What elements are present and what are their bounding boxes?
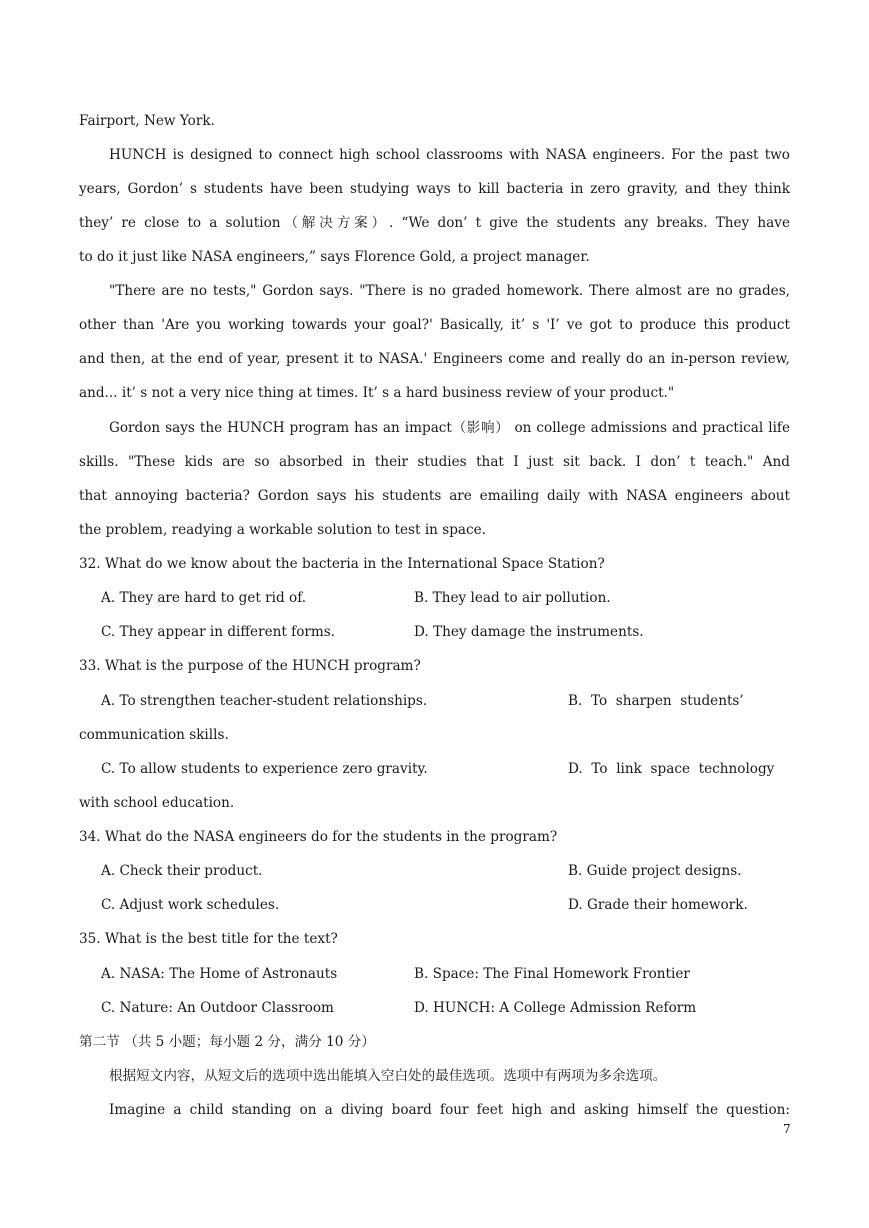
option-a: A. To strengthen teacher-student relationships. <box>101 693 428 709</box>
option-row <box>101 589 790 607</box>
passage-line: Gordon says the HUNCH program has an impact（影响） on college admissions and practical life <box>109 420 790 436</box>
option-a: A. Check their product. <box>101 863 263 879</box>
option-row <box>101 862 790 880</box>
passage-line: Imagine a child standing on a diving board four feet high and asking himself the question: <box>109 1102 790 1118</box>
option-c: C. Nature: An Outdoor Classroom <box>101 1000 334 1016</box>
passage-line: HUNCH is designed to connect high school classrooms with NASA engineers. For the past two <box>109 147 790 163</box>
option-row <box>101 692 790 710</box>
passage-line: years, Gordon’ s students have been studying ways to kill bacteria in zero gravity, and they think <box>79 181 790 197</box>
section-heading: 第二节 （共 5 小题；每小题 2 分，满分 10 分） <box>79 1034 375 1050</box>
passage-line: they’ re close to a solution（解决方案）. “We don’ t give the students any breaks. They have <box>79 215 790 231</box>
option-d: D. HUNCH: A College Admission Reform <box>414 1000 697 1016</box>
option-d: D. They damage the instruments. <box>414 624 644 640</box>
passage-line: that annoying bacteria? Gordon says his students are emailing daily with NASA engineers about <box>79 488 790 504</box>
passage-line: to do it just like NASA engineers,” says Florence Gold, a project manager. <box>79 249 590 265</box>
passage-line: "There are no tests," Gordon says. "There is no graded homework. There almost are no grades, <box>109 283 790 299</box>
passage-line: and... it’ s not a very nice thing at times. It’ s a hard business review of your product." <box>79 385 675 401</box>
page-number: 7 <box>783 1122 791 1136</box>
question-stem: 32. What do we know about the bacteria in the International Space Station? <box>79 556 605 572</box>
option-a: A. They are hard to get rid of. <box>101 590 307 606</box>
option-c: C. They appear in different forms. <box>101 624 336 640</box>
passage-line: and then, at the end of year, present it to NASA.' Engineers come and really do an in-person review, <box>79 351 790 367</box>
option-c: C. Adjust work schedules. <box>101 897 280 913</box>
question-stem: 34. What do the NASA engineers do for the students in the program? <box>79 829 558 845</box>
option-row <box>101 896 790 914</box>
option-continuation: with school education. <box>79 795 235 811</box>
option-row <box>101 965 790 983</box>
option-a: A. NASA: The Home of Astronauts <box>101 966 338 982</box>
passage-line: other than 'Are you working towards your goal?' Basically, it’ s 'I’ ve got to produce this product <box>79 317 790 333</box>
question-stem: 35. What is the best title for the text? <box>79 931 338 947</box>
passage-line: the problem, readying a workable solution to test in space. <box>79 522 487 538</box>
passage-line: Fairport, New York. <box>79 113 215 129</box>
option-b: B. To sharpen students’ <box>568 693 744 709</box>
option-b: B. Guide project designs. <box>568 863 742 879</box>
option-b: B. They lead to air pollution. <box>414 590 611 606</box>
option-continuation: communication skills. <box>79 727 229 743</box>
option-d: D. To link space technology <box>568 761 775 777</box>
option-row <box>101 760 790 778</box>
option-row <box>101 623 790 641</box>
option-c: C. To allow students to experience zero gravity. <box>101 761 428 777</box>
option-b: B. Space: The Final Homework Frontier <box>414 966 690 982</box>
option-d: D. Grade their homework. <box>568 897 748 913</box>
section-instruction: 根据短文内容，从短文后的选项中选出能填入空白处的最佳选项。选项中有两项为多余选项。 <box>109 1068 667 1084</box>
question-stem: 33. What is the purpose of the HUNCH program? <box>79 658 421 674</box>
passage-line: skills. "These kids are so absorbed in their studies that I just sit back. I don’ t teach." And <box>79 454 790 470</box>
option-row <box>101 999 790 1017</box>
